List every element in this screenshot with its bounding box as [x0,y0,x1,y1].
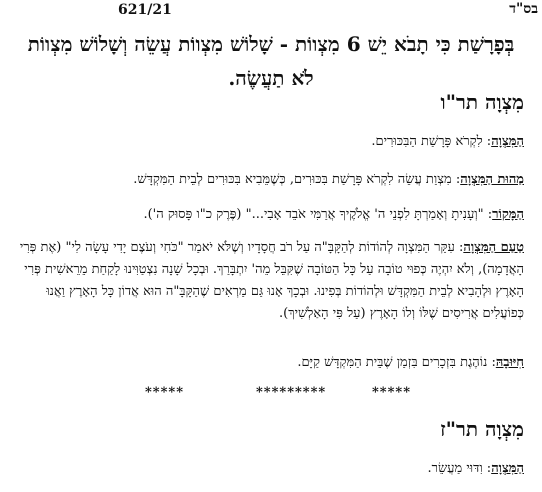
reason-paragraph [14,237,524,325]
mitzvah-text: : לִקְרֹא פָּרָשַׁת הַבִּכּוּרִים. [371,134,492,149]
essence-label: מַהוּת הַמִּצְוָה [460,172,524,187]
page-number: 621/21 [118,2,172,18]
mitzvah-label: הַמִּצְוָה [491,461,524,476]
obligation-line [14,352,524,374]
source-label: הַמָּקוֹר [492,207,524,222]
essence-line [14,169,524,191]
reason-label: טַעַם הַמִּצְוָה [463,240,524,255]
reason-text: : עִקַּר הַמִּצְוָה לְהוֹדוֹת לְהַקָּבָּ"ה עַל רֹב חֲסָדָיו וְשֶׁלֹּא יֹאמַר "כֹּחִי וְעֹצֶם יָדִי עָשָׂה לִי" (אֶת פְּרִי הָאֲדָמָה), וְלֹא יִהְיֶה כְּפוּי טוֹבָה עַל כָּל הַטּוֹבָה שֶׁקִּבֵּל מֵה' יִתְבָּרַךְ. וּבְכָל שָׁנָה נִצְטַוִּינוּ לָקַחַת מֵרֵאשִׁית פְּרִי הָאָרֶץ וּלְהָבִיא לְבֵית הַמִּקְדָּשׁ וּלְהוֹדוֹת בְּפִינוּ. וּבְכָךְ אָנוּ גַּם מַרְאִים שֶׁהַקָּבָּ"ה הוּא אֲדוֹן כָּל הָאָרֶץ וַאֲנוּ כְּפוֹעֲלִים אֲרִיסִים שֶׁלּוֹ וְלוֹ הָאָרֶץ (עַל פִּי הָאַלְשִׁיךְ). [19,240,524,321]
separator-stars: ********* [256,385,327,400]
mitzvah-line [14,131,524,153]
mitzvah-line [14,458,524,480]
source-text: : "וְעָנִיתָ וְאָמַרְתָּ לִפְנֵי ה' אֱלֹקֶיךָ אֲרַמִּי אֹבֵד אָבִי..." (פֶּרֶק כ"ו פָּסוּק ה'). [143,207,493,222]
source-line [14,204,524,226]
mitzvah-text: : וִדּוּי מַעֲשֵׂר. [427,461,492,476]
separator-stars: ***** [145,385,184,400]
bsd-mark: בס"ד [509,1,538,17]
section-title-606: מִצְוָה תר"ו [440,90,524,114]
obligation-label: חִיּוּבָהּ [495,355,524,370]
separator-stars: ***** [372,385,411,400]
mitzvah-label: הַמִּצְוָה [491,134,524,149]
page-heading: בְּפָרָשַׁת כִּי תָבֹא יֵשׁ 6 מִצְווֹת - שָׁלוֹשׁ מִצְווֹת עֲשֵׂה וְשָׁלוֹשׁ מִצְווֹת לֹא תַעֲשֶׂה. [27,32,515,90]
obligation-text: : נוֹהֶגֶת בִּזְכָרִים בִּזְמַן שֶׁבֵּית הַמִּקְדָּשׁ קַיָּם. [297,355,496,370]
section-title-607: מִצְוָה תר"ז [440,417,524,441]
essence-text: : מִצְוַת עֲשֵׂה לִקְרֹא פָּרָשַׁת בִּכּוּרִים, כְּשֶׁמֵּבִיא בִּכּוּרִים לְבֵית הַמִּקְדָּשׁ. [133,172,461,187]
